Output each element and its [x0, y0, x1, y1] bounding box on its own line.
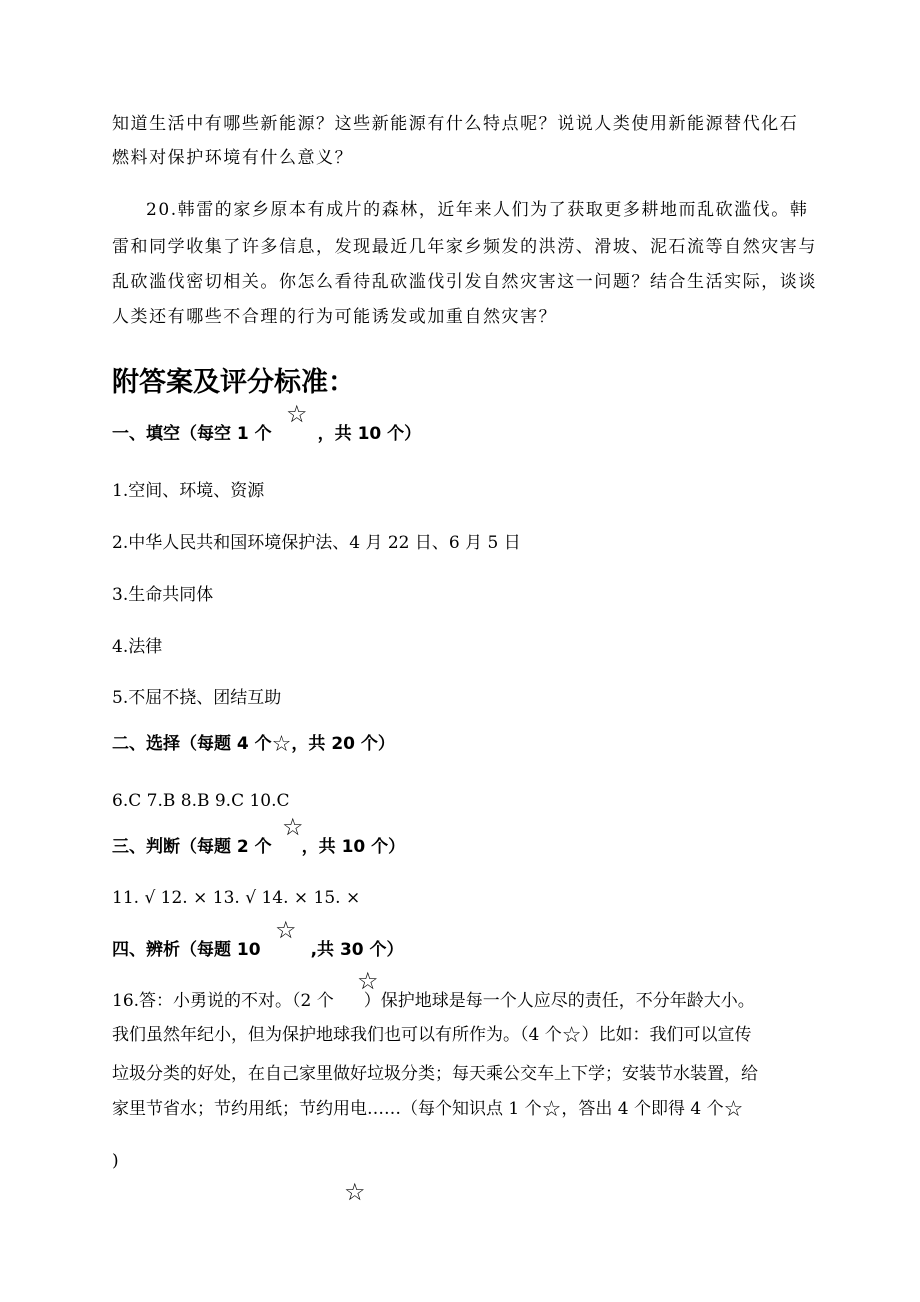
- star-outline-icon: ☆: [541, 1097, 562, 1122]
- section-1-title: [112, 422, 421, 446]
- answer-heading: 附答案及评分标准：: [112, 367, 355, 398]
- star-outline-icon: ☆: [723, 1097, 744, 1122]
- section-3-title: [112, 835, 405, 859]
- q20-line-1: 20.韩雷的家乡原本有成片的森林，近年来人们为了获取更多耕地而乱砍滥伐。韩: [146, 200, 809, 220]
- q16-line-1-a: 16.答：小勇说的不对。（2 个: [112, 991, 334, 1011]
- answer-3: 3.生命共同体: [112, 585, 214, 605]
- star-outline-icon: ☆: [282, 813, 304, 841]
- q20-line-3: 乱砍滥伐密切相关。你怎么看待乱砍滥伐引发自然灾害这一问题？结合生活实际，谈谈: [112, 272, 817, 292]
- answer-5: 5.不屈不挠、团结互助: [112, 688, 282, 708]
- q16-line-4-a: 家里节省水；节约用纸；节约用电……（每个知识点 1 个: [112, 1099, 542, 1119]
- section-3-title-a: 三、判断（每题 2 个: [112, 837, 272, 857]
- section-2-title: [112, 732, 395, 757]
- q16-line-2-b: ）比如：我们可以宣传: [581, 1025, 752, 1045]
- star-outline-icon: ☆: [286, 400, 308, 428]
- section-1-title-b: ，共 10 个）: [317, 424, 422, 444]
- section-3-answers: 11. √ 12. × 13. √ 14. × 15. ×: [112, 888, 361, 908]
- star-outline-icon: ☆: [357, 967, 379, 995]
- q19-line-1: 知道生活中有哪些新能源？这些新能源有什么特点呢？说说人类使用新能源替代化石: [112, 114, 799, 134]
- q16-line-1: [112, 989, 755, 1013]
- q20-line-2: 雷和同学收集了许多信息，发现最近几年家乡频发的洪涝、滑坡、泥石流等自然灾害与: [112, 237, 817, 257]
- star-outline-icon: ☆: [275, 916, 297, 944]
- section-4-title-a: 四、辨析（每题 10: [112, 940, 261, 960]
- section-4-title: [112, 938, 404, 962]
- star-outline-icon: ☆: [344, 1178, 366, 1206]
- star-outline-icon: ☆: [561, 1023, 582, 1048]
- section-4-title-b: ,共 30 个）: [310, 940, 404, 960]
- q16-line-2-a: 我们虽然年纪小，但为保护地球我们也可以有所作为。（4 个: [112, 1025, 562, 1045]
- q16-line-1-b: ）保护地球是每一个人应尽的责任，不分年龄大小。: [363, 991, 755, 1011]
- q20-line-4: 人类还有哪些不合理的行为可能诱发或加重自然灾害？: [112, 307, 558, 327]
- q19-line-2: 燃料对保护环境有什么意义？: [112, 148, 354, 168]
- section-2-title-b: ，共 20 个）: [291, 734, 395, 754]
- section-1-title-a: 一、填空（每空 1 个: [112, 424, 272, 444]
- q16-line-5: ): [112, 1151, 119, 1171]
- q16-line-4: [112, 1097, 743, 1122]
- q16-line-4-b: ，答出 4 个即得 4 个: [561, 1099, 724, 1119]
- answer-4: 4.法律: [112, 637, 163, 657]
- star-outline-icon: ☆: [271, 732, 292, 757]
- answer-1: 1.空间、环境、资源: [112, 481, 265, 501]
- section-2-answers: 6.C 7.B 8.B 9.C 10.C: [112, 791, 290, 811]
- section-2-title-a: 二、选择（每题 4 个: [112, 734, 272, 754]
- q16-line-3: 垃圾分类的好处，在自己家里做好垃圾分类；每天乘公交车上下学；安装节水装置，给: [112, 1064, 758, 1084]
- answer-2: 2.中华人民共和国环境保护法、4 月 22 日、6 月 5 日: [112, 533, 521, 553]
- section-3-title-b: ，共 10 个）: [301, 837, 406, 857]
- q16-line-2: [112, 1023, 751, 1048]
